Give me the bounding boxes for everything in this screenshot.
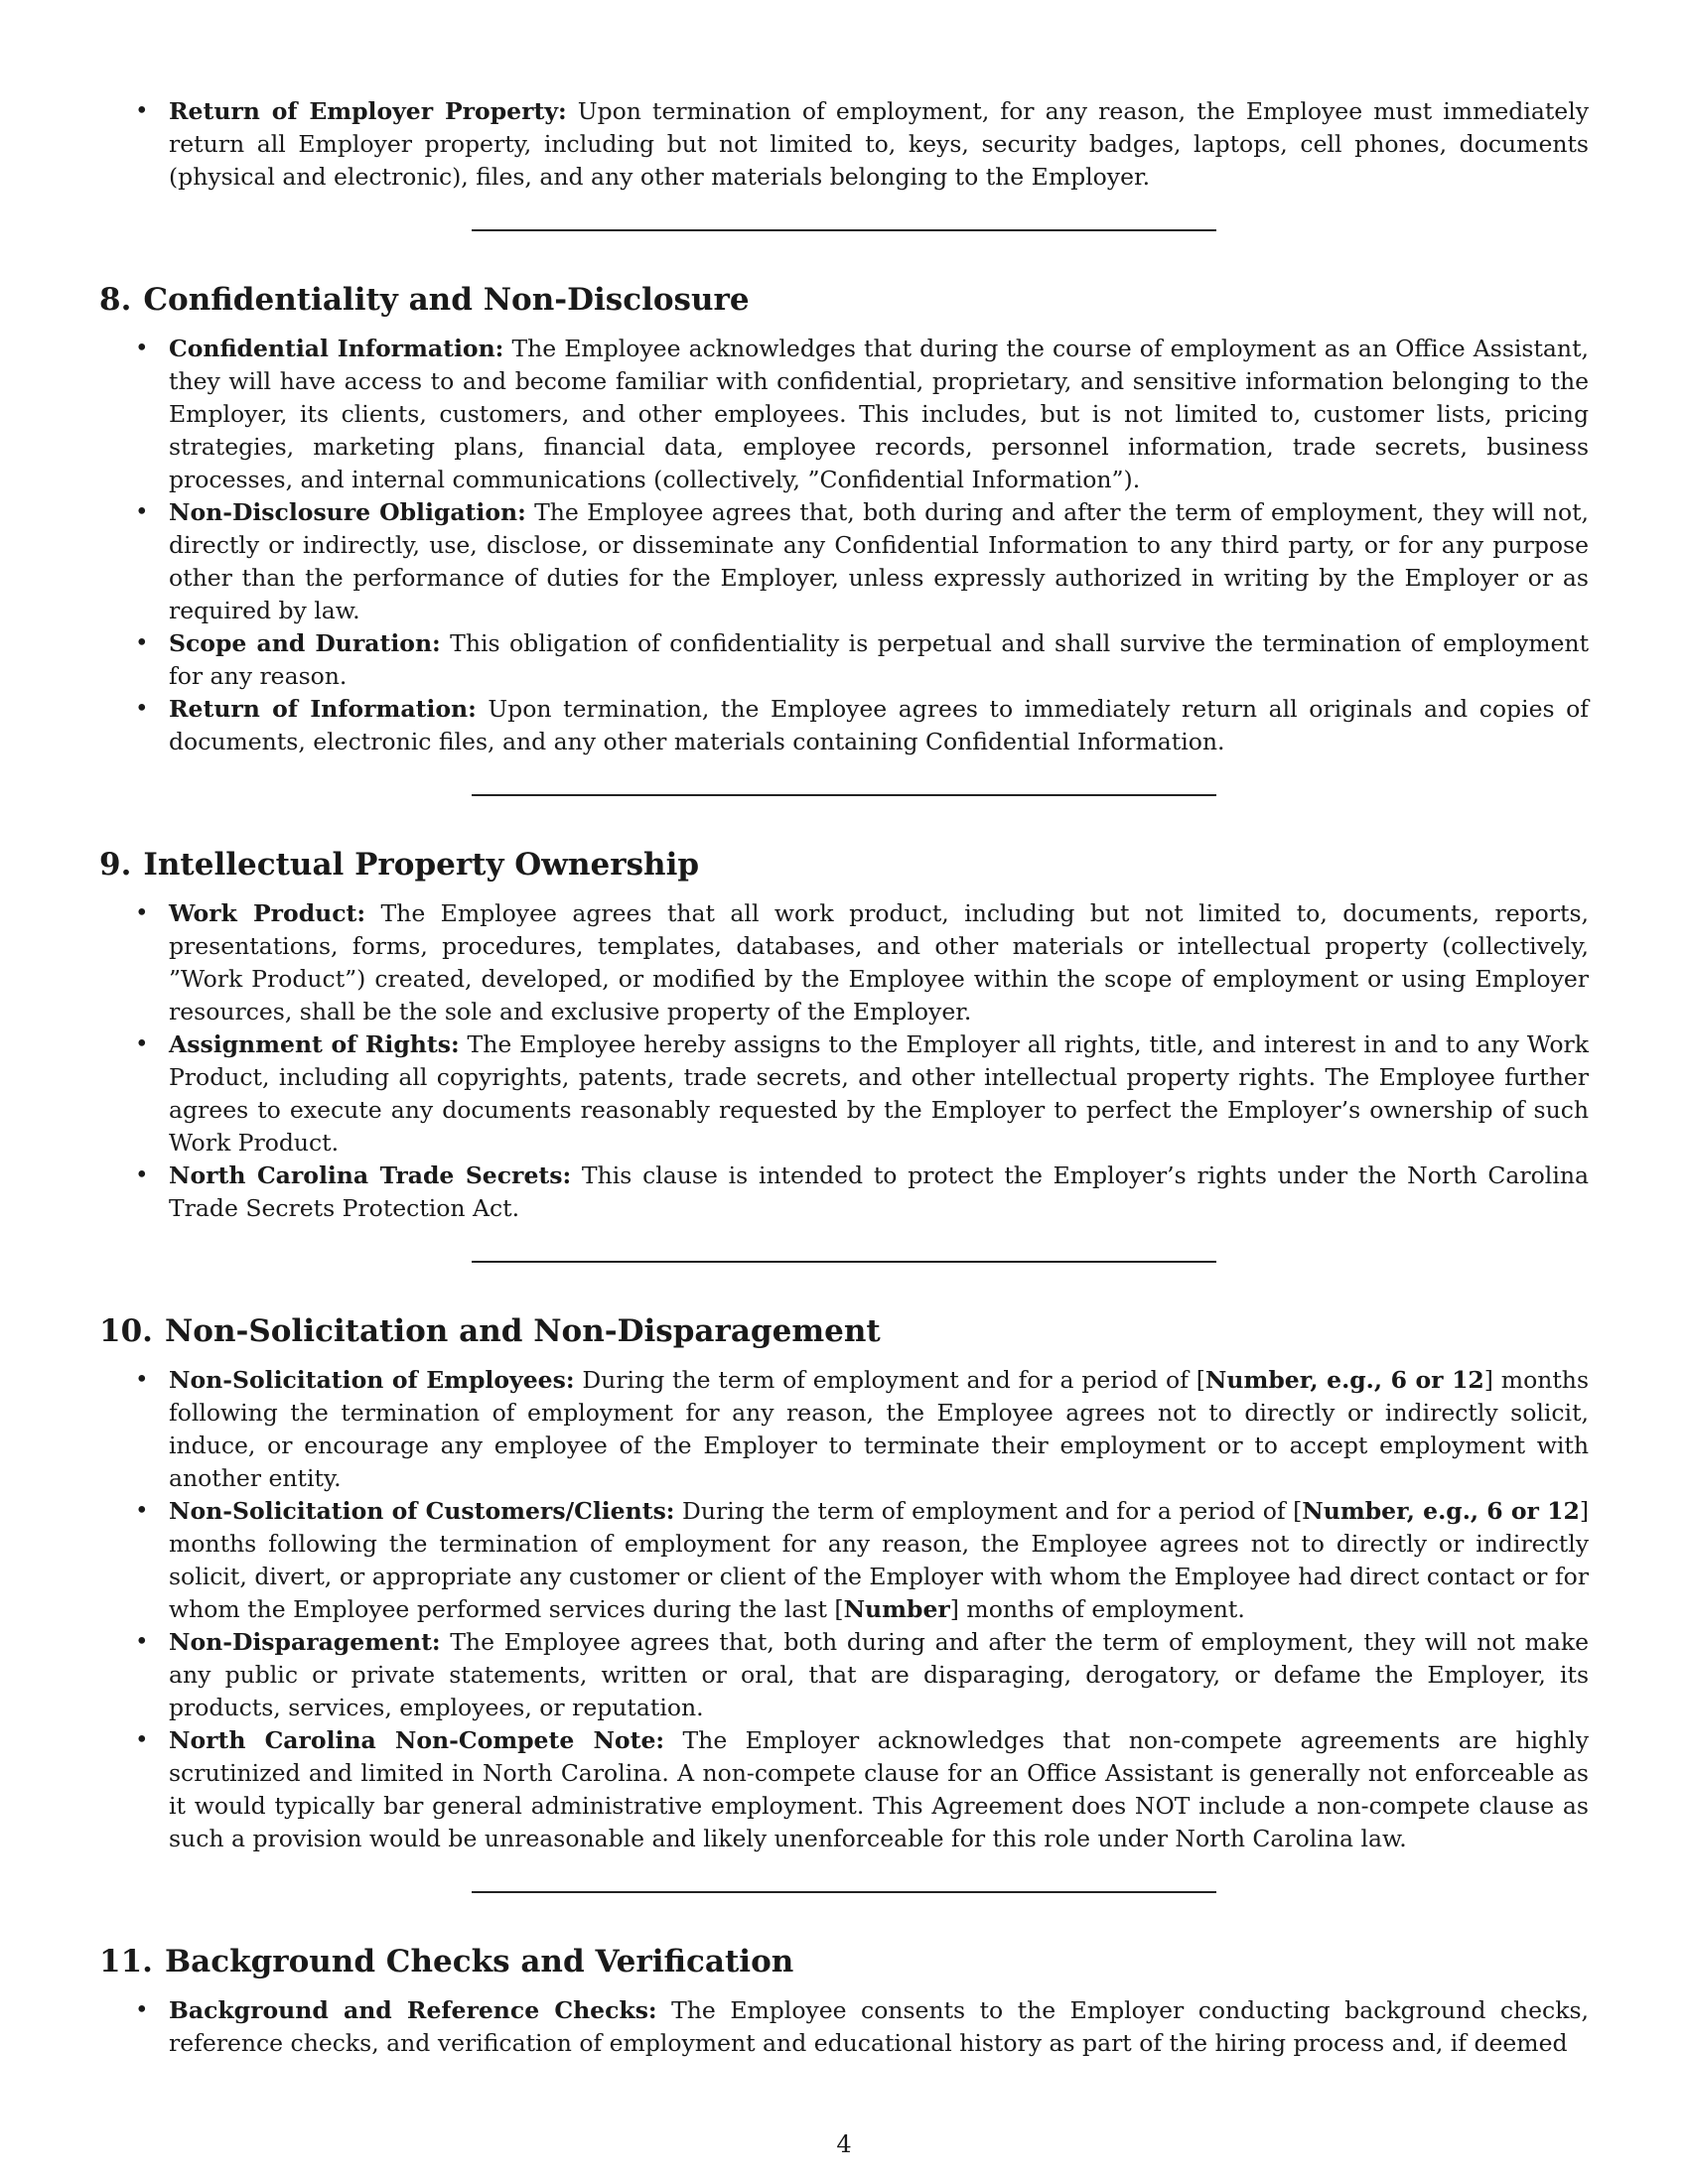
bullet-list <box>99 333 1589 758</box>
section-background-checks <box>99 1943 1589 2060</box>
item-lead: Return of Employer Property: <box>169 97 567 125</box>
section-divider <box>472 229 1216 231</box>
item-text: The Employee agrees that all work product, including but not limited to, documents, reports, presentations, forms, procedures, templates, databases, and other materials or intellectual property (collectively, ”Work Product”) created, developed, or modified by the Employee within the scope of employment or using Employer resources, shall be the sole and exclusive property of the Employer. <box>169 899 1590 1025</box>
list-item <box>99 897 1589 1028</box>
placeholder-number: Number <box>843 1595 950 1623</box>
item-lead: Non-Solicitation of Customers/Clients: <box>169 1497 675 1525</box>
item-lead: Scope and Duration: <box>169 629 441 657</box>
item-text: The Employee hereby assigns to the Employer all rights, title, and interest in and to any Work Product, including all copyrights, patents, trade secrets, and other intellectual property rights. The Employee further agrees to execute any documents reasonably requested by the Employer to perfect the Employer’s ownership of such Work Product. <box>169 1030 1590 1157</box>
placeholder-number: Number, e.g., 6 or 12 <box>1302 1497 1580 1525</box>
item-lead: Non-Solicitation of Employees: <box>169 1366 575 1394</box>
section-divider <box>472 1891 1216 1893</box>
section-heading <box>99 281 1589 319</box>
section-title: Intellectual Property Ownership <box>143 847 700 883</box>
item-lead: Work Product: <box>169 899 366 927</box>
item-text: Upon termination of employment, for any reason, the Employee must immediately return all Employer property, including but not limited to, keys, security badges, laptops, cell phones, documents (physical and electronic), files, and any other materials belonging to the Employer. <box>169 97 1589 191</box>
item-lead: North Carolina Trade Secrets: <box>169 1161 572 1189</box>
item-text-part: ] months following the termination of employment for any reason, the Employee agrees not to directly or indirectly solicit, induce, or encourage any employee of the Employer to terminate their employment or to accept employment with another entity. <box>169 1366 1590 1492</box>
item-text: This clause is intended to protect the Employer’s rights under the North Carolina Trade Secrets Protection Act. <box>169 1161 1589 1222</box>
bullet-list <box>99 897 1589 1225</box>
list-item <box>99 627 1589 693</box>
list-item <box>99 1724 1589 1855</box>
list-item <box>99 1160 1589 1225</box>
section-number: 8. <box>99 282 132 318</box>
section-title: Background Checks and Verification <box>164 1944 794 1979</box>
item-text: This obligation of confidentiality is perpetual and shall survive the termination of employment for any reason. <box>169 629 1590 690</box>
item-lead: Background and Reference Checks: <box>169 1996 657 2024</box>
section-heading <box>99 1943 1589 1980</box>
section-heading <box>99 1312 1589 1350</box>
item-text-part: ] months of employment. <box>949 1595 1245 1623</box>
section-number: 10. <box>99 1313 153 1349</box>
list-item <box>99 1495 1589 1626</box>
list-item <box>99 496 1589 627</box>
list-item <box>99 333 1589 496</box>
item-lead: Return of Information: <box>169 695 477 723</box>
item-text: The Employee consents to the Employer conducting background checks, reference checks, and verification of employment and educational history as part of the hiring process and, if deemed <box>169 1996 1589 2057</box>
bullet-list <box>99 95 1589 194</box>
item-text: The Employee agrees that, both during and after the term of employment, they will not, directly or indirectly, use, disclose, or disseminate any Confidential Information to any third party, or for any purpose other than the performance of duties for the Employer, unless expressly authorized in writing by the Employer or as required by law. <box>169 498 1590 624</box>
item-text-part: ] months following the termination of employment for any reason, the Employee agrees not to directly or indirectly solicit, divert, or appropriate any customer or client of the Employer with whom the Employee had direct contact or for whom the Employee performed services during the last [ <box>169 1497 1589 1623</box>
section-title: Non-Solicitation and Non-Disparagement <box>164 1313 881 1349</box>
section-divider <box>472 794 1216 796</box>
item-text: The Employer acknowledges that non-compete agreements are highly scrutinized and limited in North Carolina. A non-compete clause for an Office Assistant is generally not enforceable as it would typically bar general administrative employment. This Agreement does NOT include a non-compete clause as such a provision would be unreasonable and likely unenforceable for this role under North Carolina law. <box>169 1726 1589 1852</box>
list-item <box>99 693 1589 758</box>
item-lead: Assignment of Rights: <box>169 1030 460 1058</box>
item-text-part: During the term of employment and for a period of [ <box>674 1497 1303 1525</box>
section-employer-property <box>99 95 1589 231</box>
list-item <box>99 1364 1589 1495</box>
list-item <box>99 1626 1589 1724</box>
list-item <box>99 1994 1589 2060</box>
section-intellectual-property <box>99 846 1589 1263</box>
item-lead: North Carolina Non-Compete Note: <box>169 1726 665 1754</box>
section-divider <box>472 1261 1216 1263</box>
item-lead: Confidential Information: <box>169 335 504 362</box>
list-item <box>99 1028 1589 1160</box>
section-title: Confidentiality and Non-Disclosure <box>143 282 750 318</box>
list-item <box>99 95 1589 194</box>
section-confidentiality <box>99 281 1589 796</box>
item-lead: Non-Disparagement: <box>169 1628 441 1656</box>
document-page <box>99 95 1589 2060</box>
section-non-solicitation <box>99 1312 1589 1893</box>
item-text: Upon termination, the Employee agrees to immediately return all originals and copies of documents, electronic files, and any other materials containing Confidential Information. <box>169 695 1589 755</box>
item-lead: Non-Disclosure Obligation: <box>169 498 526 526</box>
bullet-list <box>99 1994 1589 2060</box>
section-number: 9. <box>99 847 132 883</box>
bullet-list <box>99 1364 1589 1855</box>
section-number: 11. <box>99 1944 153 1979</box>
item-text-part: During the term of employment and for a period of [ <box>574 1366 1205 1394</box>
placeholder-number: Number, e.g., 6 or 12 <box>1204 1366 1484 1394</box>
item-text: The Employee agrees that, both during and after the term of employment, they will not make any public or private statements, written or oral, that are disparaging, derogatory, or defame the Employer, its products, services, employees, or reputation. <box>169 1628 1589 1721</box>
item-text: The Employee acknowledges that during the course of employment as an Office Assistant, they will have access to and become familiar with confidential, proprietary, and sensitive information belonging to the Employer, its clients, customers, and other employees. This includes, but is not limited to, customer lists, pricing strategies, marketing plans, financial data, employee records, personnel information, trade secrets, business processes, and internal communications (collectively, ”Confidential Information”). <box>169 335 1589 493</box>
page-number: 4 <box>836 2130 852 2158</box>
section-heading <box>99 846 1589 884</box>
